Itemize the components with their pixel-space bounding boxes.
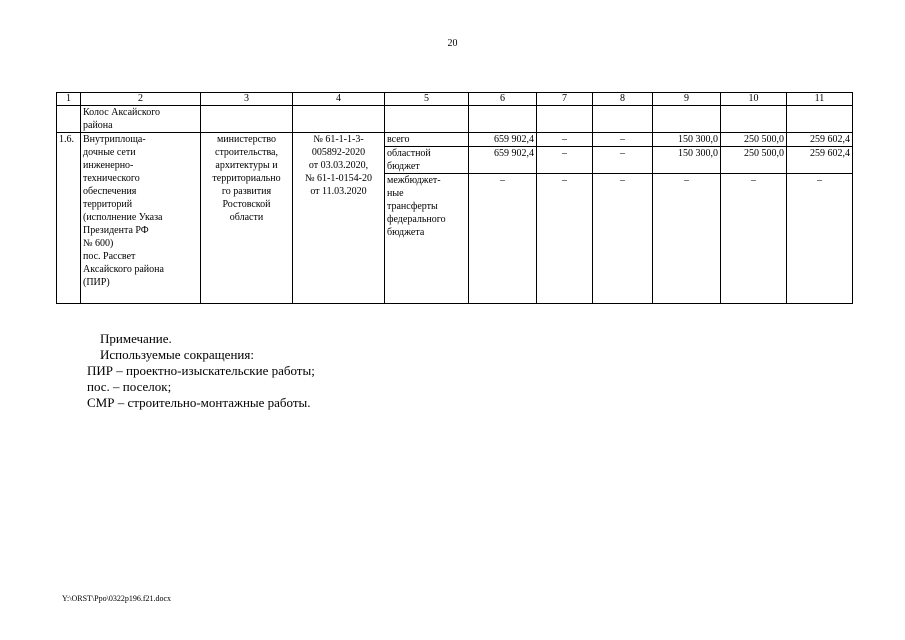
item-executor: министерство строительства, архитектуры и территориально го развития Ростовской области bbox=[201, 133, 293, 304]
funding-source-label: межбюджет- ные трансферты федерального бюджета bbox=[385, 174, 469, 304]
abbreviation-item: пос. – поселок; bbox=[87, 379, 172, 394]
funding-value: – bbox=[593, 174, 653, 304]
column-number: 11 bbox=[787, 93, 853, 106]
table-cell bbox=[721, 106, 787, 133]
table-row bbox=[57, 133, 853, 147]
item-name: Внутриплоща- дочные сети инженерно- технического обеспечения территорий (исполнение Указа Президента РФ № 600) пос. Рассвет Аксайского района (ПИР) bbox=[81, 133, 201, 304]
column-number: 2 bbox=[81, 93, 201, 106]
column-number: 5 bbox=[385, 93, 469, 106]
funding-value: 659 902,4 bbox=[469, 133, 537, 147]
budget-table bbox=[56, 92, 853, 304]
column-number: 8 bbox=[593, 93, 653, 106]
table-cell bbox=[653, 106, 721, 133]
abbreviation-item: СМР – строительно-монтажные работы. bbox=[87, 395, 311, 410]
table-cell bbox=[293, 106, 385, 133]
funding-value: – bbox=[537, 133, 593, 147]
column-number: 3 bbox=[201, 93, 293, 106]
funding-value: 250 500,0 bbox=[721, 133, 787, 147]
funding-value: 250 500,0 bbox=[721, 147, 787, 174]
column-number: 7 bbox=[537, 93, 593, 106]
column-number: 6 bbox=[469, 93, 537, 106]
item-number: 1.6. bbox=[57, 133, 81, 304]
column-number: 4 bbox=[293, 93, 385, 106]
table-cell bbox=[787, 106, 853, 133]
table-cell bbox=[201, 106, 293, 133]
funding-value: – bbox=[537, 147, 593, 174]
column-number: 1 bbox=[57, 93, 81, 106]
page-number: 20 bbox=[447, 38, 458, 49]
table-cell bbox=[537, 106, 593, 133]
funding-value: – bbox=[537, 174, 593, 304]
funding-source-label: всего bbox=[385, 133, 469, 147]
notes-subheading: Используемые сокращения: bbox=[100, 347, 254, 362]
funding-value: – bbox=[593, 147, 653, 174]
footer-file-path: Y:\ORST\Ppo\0322p196.f21.docx bbox=[62, 594, 172, 603]
funding-value: – bbox=[653, 174, 721, 304]
table-cell bbox=[469, 106, 537, 133]
column-number: 9 bbox=[653, 93, 721, 106]
funding-value: 659 902,4 bbox=[469, 147, 537, 174]
table-cell bbox=[385, 106, 469, 133]
notes-heading: Примечание. bbox=[100, 331, 172, 346]
continuation-text: Колос Аксайского района bbox=[81, 106, 201, 133]
funding-value: – bbox=[593, 133, 653, 147]
column-number: 10 bbox=[721, 93, 787, 106]
funding-value: 259 602,4 bbox=[787, 133, 853, 147]
funding-source-label: областной бюджет bbox=[385, 147, 469, 174]
table-cell bbox=[593, 106, 653, 133]
table-cell bbox=[57, 106, 81, 133]
funding-value: – bbox=[787, 174, 853, 304]
notes-block bbox=[87, 331, 315, 411]
table-header-row bbox=[57, 93, 853, 106]
funding-value: 150 300,0 bbox=[653, 133, 721, 147]
continuation-row bbox=[57, 106, 853, 133]
funding-value: – bbox=[721, 174, 787, 304]
item-document: № 61-1-1-3- 005892-2020 от 03.03.2020, № 61-1-0154-20 от 11.03.2020 bbox=[293, 133, 385, 304]
abbreviation-item: ПИР – проектно-изыскательские работы; bbox=[87, 363, 315, 378]
funding-value: 259 602,4 bbox=[787, 147, 853, 174]
funding-value: – bbox=[469, 174, 537, 304]
funding-value: 150 300,0 bbox=[653, 147, 721, 174]
